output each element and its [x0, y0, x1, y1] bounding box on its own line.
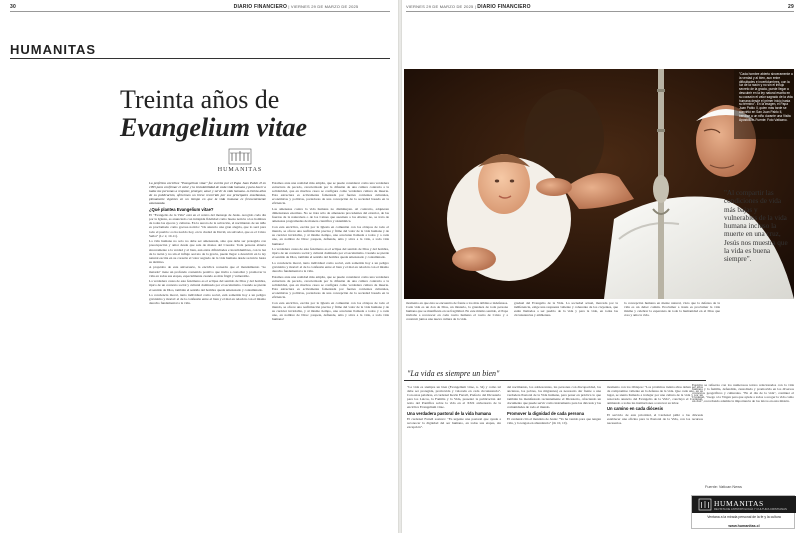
article-lead: La profética encíclica "Evangelium vitae" fue escrita por el Papa Juan Pablo II en 1995 para confirmar el valor y la inviolabilidad de cada vida humana y para hacer a todas las personas a respetar, proteger, amar y servir la vida humana. A treinta años de su publicación, ofrecemos un breve recorrido por sus principales enseñanzas, plenamente vigentes en un tiempo en que la vida humana es frecuentemente amenazada.: [149, 181, 266, 206]
article-paragraph: Las amenazas contra la vida humana no disminuyen. Al contrario, adquieren dimensiones enormes. No se trata sólo de amenazas procedentes del exterior, de las fuerzas de la naturaleza o de los Caínes que asesinan a los Abeles; no, se trata de amenazas programadas de manera científica y sistemática.: [272, 207, 389, 224]
article-paragraph: Estamos ante una realidad más amplia, que se puede considerar como una verdadera estructura de pecado, caracterizada por la difusión de una cultura contraria a la solidaridad, que en muchos casos se configura como verdadera cultura de muerte. Esta estructura es activamente fomentada por fuertes corrientes culturales, económicas y políticas, portadoras de una concepción de la sociedad basada en la eficiencia.: [272, 274, 389, 300]
pope-blessing-photo: [404, 69, 794, 299]
sidebar-subheading: Promover la dignidad de cada persona: [507, 410, 585, 416]
ad-logo: HUMANITAS: [714, 499, 764, 508]
right-folio-rule: [406, 11, 794, 12]
sidebar-paragraph: El cardenal citó el mandato de Jesús: "Yo he venido para que tengan vida, y la tengan en abundancia" (Jn 10, 10).: [507, 417, 601, 426]
article-paragraph: La vida humana no solo no debe ser amenazada, sino que debe ser protegida con preocupación y amor desde que sale de manos del Creador. Toda persona abierta sinceramente a la verdad y al bien, aun entre dificultades e incertidumbres, con la luz de la razón y no sin el influjo secreto de la gracia, puede llegar a descubrir en la ley natural escrita en su corazón el valor sagrado de la vida humana desde su inicio hasta su término.: [149, 239, 266, 264]
article-paragraph: Con esta encíclica, escrita por la Iglesia en comunión con los obispos de todo el mundo, se ofrece una reafirmación precisa y firme del valor de la vida humana y de su carácter inviolable, y al mismo tiempo, una acuciante llamada a todos y a cada uno, en nombre de Dios: ¡respeta, defiende, ama y sirve a la vida, a toda vida humana!: [272, 301, 389, 322]
article-paragraph: El "Evangelio de la Vida" está en el centro del mensaje de Jesús. Acogido cada día por la Iglesia, es anunciado con intrépida fidelidad como buena noticia a los hombres de todas las épocas y culturas. En la aurora de la salvación, el nacimiento de un niño es proclamado como gozosa noticia: "Os anuncio una gran alegría, que lo será para todo el pueblo: os ha nacido hoy, en la ciudad de David, un salvador, que es el Cristo Señor" (Lc 2, 10-11).: [149, 213, 266, 238]
article-bottom-col-1: [406, 301, 508, 361]
sidebar-column-2: [507, 385, 601, 531]
article-column-1: [149, 181, 266, 527]
article-paragraph: La verdadera causa de este fenómeno es el eclipse del sentido de Dios y del hombre, típico de un contexto social y cultural dominado por el secularismo. Cuando se pierde el sentido de Dios, también el sentido del hombre queda amenazado y contaminado.: [272, 247, 389, 260]
left-folio-date: | VIERNES 29 DE MARZO DE 2025: [288, 4, 359, 9]
headline-line-2: Evangelium vitae: [120, 113, 308, 142]
article-paragraph: La verdadera causa de este fenómeno es el eclipse del sentido de Dios y del hombre, típico de un contexto social y cultural dominado por el secularismo. Cuando se pierde el sentido de Dios, también el sentido del hombre queda amenazado y contaminado.: [149, 279, 266, 292]
ad-header-band: [692, 496, 796, 513]
left-page: [0, 0, 398, 533]
sidebar-article: [404, 369, 706, 533]
article-paragraph: La conciencia moral, tanto individual como social, está sometida hoy a un peligro gravísimo y mortal: el de la confusión entre el bien y el mal en relación con el mismo derecho fundamental a la vida.: [149, 293, 266, 306]
article-bottom-col-3: [624, 301, 720, 361]
sidebar-subheading: Un camino en cada diócesis: [607, 406, 664, 412]
left-folio-rule: [10, 11, 390, 12]
photo-illustration: [404, 69, 794, 299]
left-folio: 30 DIARIO FINANCIERO | VIERNES 29 DE MARZO DE 2025: [10, 4, 359, 10]
ad-text: Ventana a la mirada personal de la fe y la cultura: [707, 515, 781, 519]
photo-caption: "Cada hombre abierto sinceramente a la verdad y al bien, aun entre dificultades e incertidumbres, con la luz de la razón y no sin el influjo secreto de la gracia, puede llegar a descubrir en la ley natural escrita en su corazón el valor sagrado de la vida humana desde el primer inicio hasta su término". En la imagen, el Papa Juan Pablo II, quien más tarde se convirtió en San Juan Pablo II, bendice a un niño durante una Visita Apostólica. Fuente: Foto Vaticano.: [739, 72, 793, 122]
article-paragraph: Con esta encíclica, escrita por la Iglesia en comunión con los obispos de todo el mundo, se ofrece una reafirmación precisa y firme del valor de la vida humana y de su carácter inviolable, y al mismo tiempo, una acuciante llamada a todos y a cada uno, en nombre de Dios: ¡respeta, defiende, ama y sirve a la vida, a toda vida humana!: [272, 225, 389, 246]
ad-url-link[interactable]: www.humanitas.cl: [728, 524, 760, 528]
ad-subtitle: REVISTA DE ANTROPOLOGÍA Y CULTURA CRISTIANAS: [714, 507, 787, 511]
logo-wordmark: HUMANITAS: [217, 167, 263, 173]
article-headline: [120, 86, 390, 142]
article-paragraph: A propósito de este aniversario, la encíclica recuerda que el mandamiento "no matarás" tiene un profundo contenido positivo que invita a custodiar y promover la vida en todas sus etapas, especialmente cuando es más frágil y vulnerable.: [149, 265, 266, 278]
headline-line-1: Treinta años de: [120, 85, 280, 114]
humanitas-emblem-icon: [698, 498, 712, 511]
right-folio-number: 29: [788, 4, 794, 10]
sidebar-column-3: [607, 385, 703, 531]
sidebar-column-1: [407, 385, 501, 531]
sidebar-paragraph: El cardenal Farrell sostuvo: "Es urgente una pastoral que ayude a reconocer la dignidad del ser humano, en todas sus etapas, sin excepción".: [407, 417, 501, 430]
article-paragraph: momento en que ésta se encuentra de frente a los más débiles e indefensos. Cada vida es un don de Dios, un misterio, la grandeza de toda persona humana que se manifiesta en su fragilidad. En este mismo sentido, el Papa invitaba a reconocer en cada rostro humano el rostro de Cristo y a construir juntos una nueva cultura de la vida.: [406, 301, 508, 322]
article-paragraph: gradual del Evangelio de la Vida. La sociedad actual, marcada por la indiferencia, exige una respuesta valiente y coherente de los creyentes, que están llamados a ser pueblo de la vida y para la vida, en todas las circunstancias y ambientes.: [514, 301, 618, 318]
right-folio: [406, 4, 531, 10]
source-credit: Fuente: Vatican News: [705, 485, 742, 489]
section-rule: [10, 58, 390, 59]
right-page: [402, 0, 800, 533]
side-paragraph: Espíritu se refuerza con los numerosos textos relacionados con la vida humana y la familia, defendida, custodiada y promovida en los diversos contextos geográficos y culturales. "En el día de la vida", continuó el Cardenal, "ruego a la Virgen para que ayude a todos a acoger la vida como un don", recordando además la importancia de los laicos en esta misión.: [692, 383, 794, 404]
article-bottom-col-2: [514, 301, 618, 361]
article-paragraph: la concepción humana en mente natural, visto que la defensa de la vida es un deber común. Proclamar a Jesús es proclamar la vida misma y celebrar la esperanza de toda la humanidad en el Dios que crea y ama la vida.: [624, 301, 720, 318]
humanitas-emblem-icon: [226, 146, 254, 166]
left-folio-paper: DIARIO FINANCIERO: [233, 4, 288, 10]
article-paragraph: Estamos ante una realidad más amplia, que se puede considerar como una verdadera estructura de pecado, caracterizada por la difusión de una cultura contraria a la solidaridad, que en muchos casos se configura como verdadera cultura de muerte. Esta estructura es activamente fomentada por fuertes corrientes culturales, económicas y políticas, portadoras de una concepción de la sociedad basada en la eficiencia.: [272, 181, 389, 206]
pull-quote: "Al compartir las condiciones de vida más bajas y vulnerables de la vida humana incluso la muerte en una cruz, Jesús nos muestra que la vida es buena siempre".: [724, 189, 788, 264]
sidebar-title: "La vida es siempre un bien": [407, 369, 500, 378]
sidebar-paragraph: del nacimiento, los adolescentes, las personas con discapacidad, los ancianos, los pobres, los migrantes) es necesario dar frente a una verdadera Pastoral de la Vida humana, para poner en práctica lo que también ha manifestado recientemente el Dicasterio, ofreciendo un documento que puede servir como instrumento para las diócesis y las comunidades de todo el mundo.: [507, 385, 601, 410]
sidebar-paragraph: El servicio de esta prioridad, el Cardenal pidió a las diócesis establecer una oficina para la Pastoral de la Vida, con los recursos necesarios.: [607, 413, 703, 426]
humanitas-ad[interactable]: [691, 495, 795, 529]
sidebar-paragraph: "La vida es siempre un bien (Evangelium vitae, n. 34) y como tal debe ser protegida, promovida y valorada en cada circunstancia". Con estas palabras, el cardenal Kevin Farrell, Prefecto del Dicasterio para los Laicos, la Familia y la Vida, presentó la publicación del texto del Pontífice sobre la vida en el XXX aniversario de la encíclica Evangelium vitae.: [407, 385, 501, 410]
article-paragraph: La conciencia moral, tanto individual como social, está sometida hoy a un peligro gravísimo y mortal: el de la confusión entre el bien y el mal en relación con el mismo derecho fundamental a la vida.: [272, 261, 389, 274]
side-column: [692, 383, 794, 479]
sidebar-paragraph: momento con los Obispos: "Los próximos treinta años deben ser años de compromiso valiente en la defensa de la vida. Que cada uno, en su lugar, se sienta llamado a trabajar por una cultura de la vida y por un renovado anuncio del Evangelio de la Vida", concluyó el Cardenal, animando a todas las instituciones a renovar su labor.: [607, 385, 703, 406]
right-folio-paper: DIARIO FINANCIERO: [477, 4, 531, 10]
article-subheading: ¿Qué plantea Evangelium vitae?: [149, 206, 214, 212]
humanitas-logo: [210, 146, 270, 173]
sidebar-rule: [404, 380, 706, 381]
article-column-2: [272, 181, 389, 527]
sidebar-subheading: Una verdadera pastoral de la vida humana: [407, 410, 492, 416]
section-label: HUMANITAS: [10, 42, 97, 57]
right-folio-date: VIERNES 29 DE MARZO DE 2025 |: [406, 4, 476, 9]
